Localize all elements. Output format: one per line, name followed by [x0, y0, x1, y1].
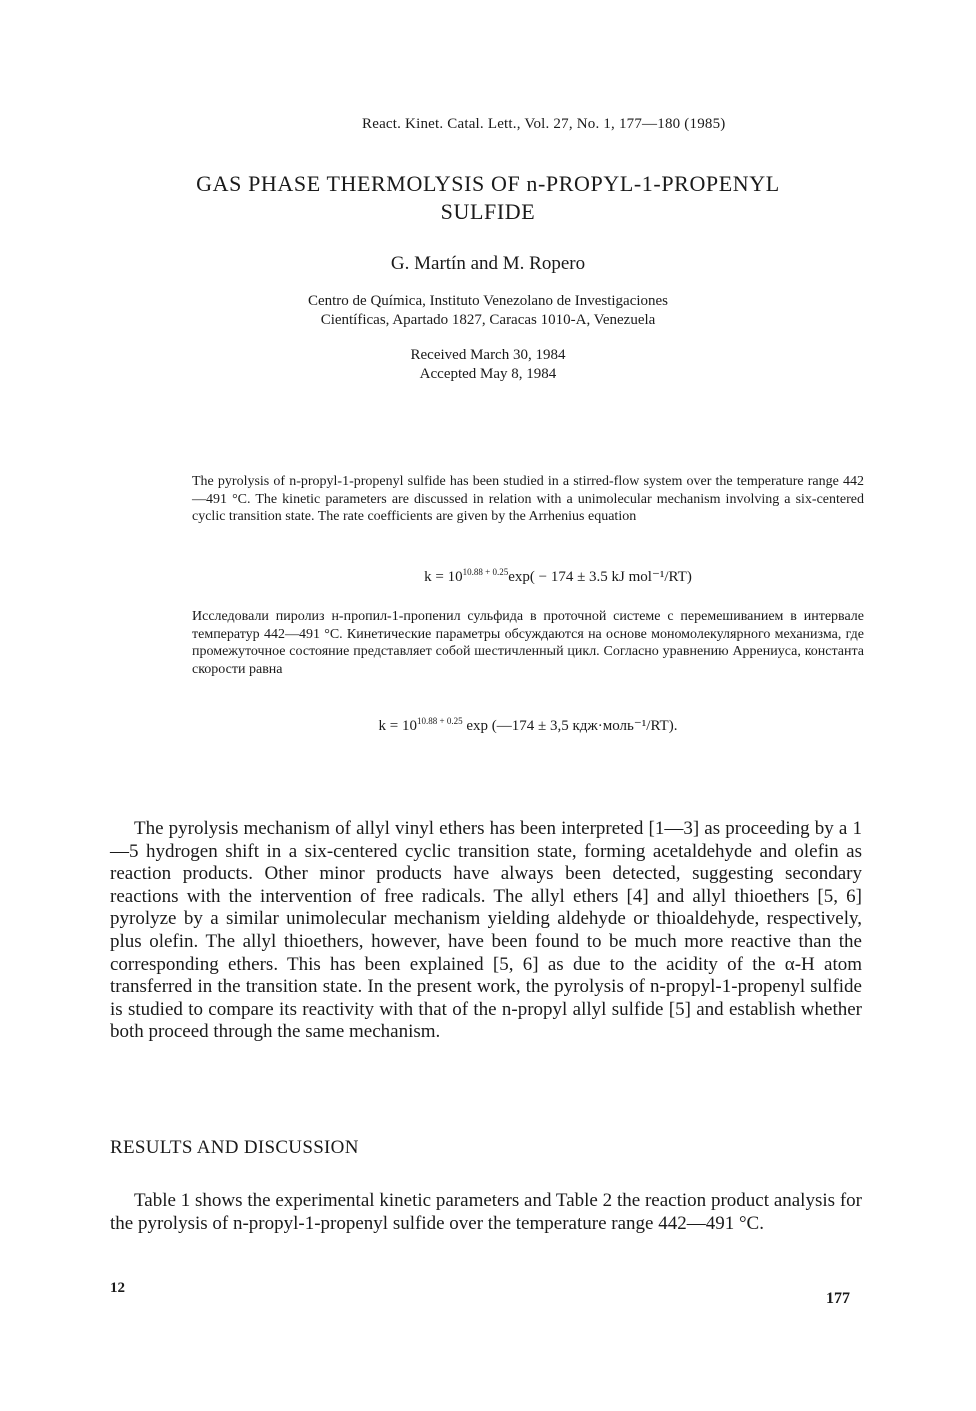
page-number: 177 — [826, 1290, 850, 1307]
eq-en-suffix: exp( − 174 ± 3.5 kJ mol⁻¹/RT) — [508, 569, 692, 585]
abstract-russian: Исследовали пиролиз н-пропил-1-пропенил сульфида в проточной системе с перемешиванием в интервале температур 442—491 °C. Кинетические параметры обсуждаются на основе мономолекулярного механизма, где промежуточное состояние представляет собой шестичленный цикл. Согласно уравнению Аррениуса, константа скорости равна — [192, 609, 864, 677]
title-line-2: SULFIDE — [440, 199, 536, 224]
eq-en-prefix: k = 10 — [424, 569, 463, 585]
dates — [100, 346, 876, 384]
title-line-1: GAS PHASE THERMOLYSIS OF n-PROPYL-1-PROPENYL — [196, 171, 780, 196]
paper-title — [100, 170, 876, 226]
abstract-english: The pyrolysis of n-propyl-1-propenyl sulfide has been studied in a stirred-flow system over the temperature range 442—491 °C. The kinetic parameters are discussed in relation with a unimolecular mechanism involving a six-centered cyclic transition state. The rate coefficients are given by the Arrhenius equation — [192, 474, 864, 524]
eq-en-exponent: 10.88 + 0.25 — [462, 567, 509, 577]
journal-citation: React. Kinet. Catal. Lett., Vol. 27, No. 1, 177—180 (1985) — [362, 116, 726, 132]
affiliation-line-1: Centro de Química, Instituto Venezolano de Investigaciones — [307, 293, 669, 309]
arrhenius-equation-english — [192, 567, 864, 586]
authors: G. Martín and M. Ropero — [390, 253, 586, 274]
results-paragraph: Table 1 shows the experimental kinetic parameters and Table 2 the reaction product analysis for the pyrolysis of n-propyl-1-propenyl sulfide over the temperature range 442—491 °C. — [110, 1190, 862, 1234]
intro-paragraph: The pyrolysis mechanism of allyl vinyl ethers has been interpreted [1—3] as proceeding by a 1—5 hydrogen shift in a six-centered cyclic transition state, forming acetaldehyde and olefin as reaction products. Other minor products have always been detected, suggesting secondary reactions with the intervention of free radicals. The allyl ethers [4] and allyl thioethers [5, 6] pyrolyze by a similar unimolecular mechanism yielding aldehyde or thioaldehyde, respectively, plus olefin. The allyl thioethers, however, have been found to be much more reactive than the corresponding ethers. This has been explained [5, 6] as due to the acidity of the α-H atom transferred in the transition state. In the present work, the pyrolysis of n-propyl-1-propenyl sulfide is studied to compare its reactivity with that of the n-propyl allyl sulfide [5] and establish whether both proceed through the same mechanism. — [110, 818, 862, 1043]
eq-ru-exponent: 10.88 + 0.25 — [417, 716, 463, 726]
eq-ru-prefix: k = 10 — [378, 718, 417, 734]
eq-ru-suffix: exp (—174 ± 3,5 кдж·моль⁻¹/RT). — [462, 718, 678, 734]
affiliation — [100, 292, 876, 330]
accepted-date: Accepted May 8, 1984 — [419, 366, 557, 382]
section-heading: RESULTS AND DISCUSSION — [110, 1137, 359, 1158]
signature-mark: 12 — [110, 1280, 125, 1296]
affiliation-line-2: Científicas, Apartado 1827, Caracas 1010-A, Venezuela — [320, 312, 656, 328]
received-date: Received March 30, 1984 — [410, 347, 566, 363]
arrhenius-equation-russian — [192, 716, 864, 735]
